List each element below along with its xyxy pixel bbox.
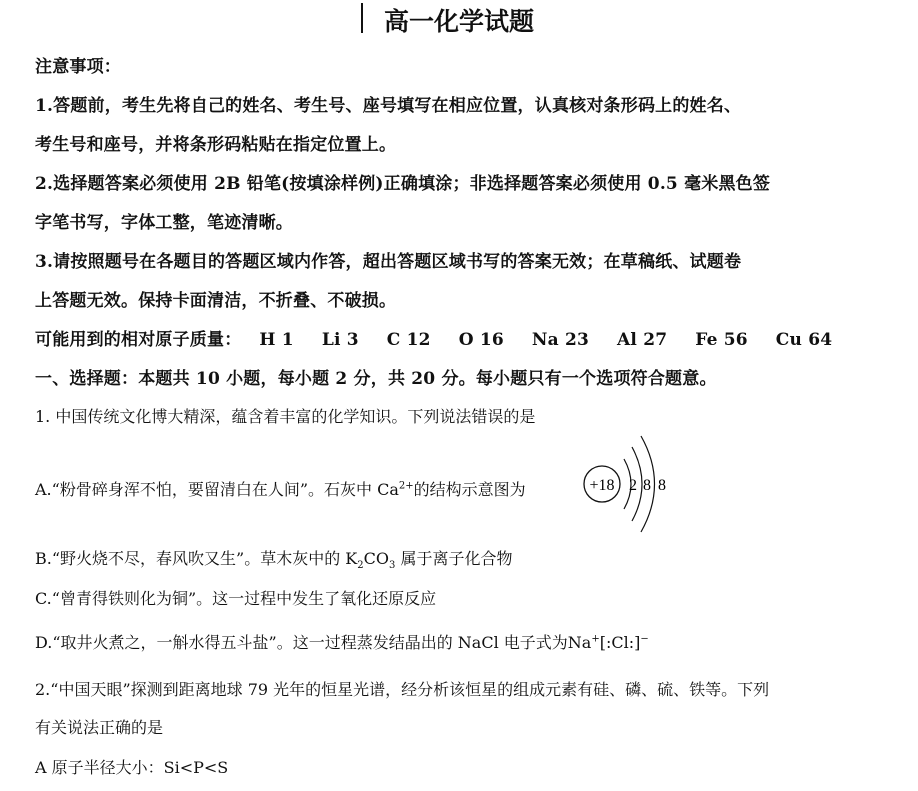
- atomic-mass-item: Al 27: [617, 330, 668, 350]
- chloride-charge: −: [640, 633, 649, 645]
- notice-line-5: 3.请按照题号在各题目的答题区域内作答，超出答题区域书写的答案无效；在草稿纸、试题卷: [35, 252, 742, 272]
- question-1-stem: 1. 中国传统文化博大精深，蕴含着丰富的化学知识。下列说法错误的是: [35, 407, 536, 426]
- sodium-charge: +: [591, 633, 600, 645]
- question-1-option-c: C.“曾青得铁则化为铜”。这一过程中发生了氧化还原反应: [35, 589, 437, 608]
- question-1-option-d: [35, 630, 649, 653]
- sodium-symbol: Na: [567, 633, 592, 652]
- option-a-tail: 的结构示意图为: [413, 480, 526, 499]
- option-d-text: D.“取井火煮之，一斛水得五斗盐”。这一过程蒸发结晶出的 NaCl 电子式为: [35, 633, 568, 652]
- atomic-mass-item: Na 23: [531, 330, 590, 350]
- notice-line-1: 1.答题前，考生先将自己的姓名、考生号、座号填写在相应位置，认真核对条形码上的姓名、: [35, 96, 742, 116]
- question-2-stem-line-2: 有关说法正确的是: [35, 718, 164, 737]
- option-b-text: B.“野火烧不尽，春风吹又生”。草木灰中的 K: [35, 549, 358, 568]
- option-a-text: A.“粉骨碎身浑不怕，要留清白在人间”。石灰中 Ca: [35, 480, 399, 499]
- question-2-option-a: A 原子半径大小：Si<P<S: [35, 758, 229, 777]
- notice-line-2: 考生号和座号，并将条形码粘贴在指定位置上。: [35, 135, 397, 155]
- shell-electrons-1: 2: [629, 477, 637, 494]
- question-1-option-b: [35, 546, 512, 571]
- text-cursor: [361, 3, 363, 33]
- notice-heading: 注意事项：: [35, 57, 121, 77]
- notice-line-3: 2.选择题答案必须使用 2B 铅笔(按填涂样例)正确填涂；非选择题答案必须使用 0.5 毫米黑色签: [35, 174, 771, 194]
- ion-structure-diagram: [580, 432, 690, 537]
- atomic-mass-item: Li 3: [321, 330, 359, 350]
- atomic-mass-item: O 16: [458, 330, 504, 350]
- question-1-option-a: [35, 477, 526, 500]
- ion-charge: 2+: [398, 480, 414, 492]
- option-b-formula: CO: [363, 549, 389, 568]
- atomic-mass-item: Cu 64: [775, 330, 833, 350]
- option-b-tail: 属于离子化合物: [395, 549, 513, 568]
- subscript: 2: [357, 560, 364, 572]
- atomic-mass-item: C 12: [386, 330, 431, 350]
- notice-line-6: 上答题无效。保持卡面清洁，不折叠、不破损。: [35, 291, 397, 311]
- atomic-mass-item: H 1: [259, 330, 294, 350]
- page-title: 高一化学试题: [383, 7, 534, 36]
- section-heading: 一、选择题：本题共 10 小题，每小题 2 分，共 20 分。每小题只有一个选项符合题意。: [35, 369, 717, 389]
- atomic-masses: [35, 325, 860, 350]
- atomic-masses-label: 可能用到的相对原子质量：: [35, 330, 242, 350]
- shell-electrons-3: 8: [658, 477, 666, 494]
- chloride-electron-formula: [:Cl:]: [599, 633, 641, 652]
- question-2-stem-line-1: 2.“中国天眼”探测到距离地球 79 光年的恒星光谱，经分析该恒星的组成元素有硅、磷、硫、铁等。下列: [35, 680, 770, 699]
- atomic-mass-item: Fe 56: [695, 330, 748, 350]
- nucleus-charge: +18: [589, 477, 615, 494]
- shell-electrons-2: 8: [643, 477, 651, 494]
- subscript: 3: [388, 560, 396, 572]
- notice-line-4: 字笔书写，字体工整，笔迹清晰。: [35, 213, 293, 233]
